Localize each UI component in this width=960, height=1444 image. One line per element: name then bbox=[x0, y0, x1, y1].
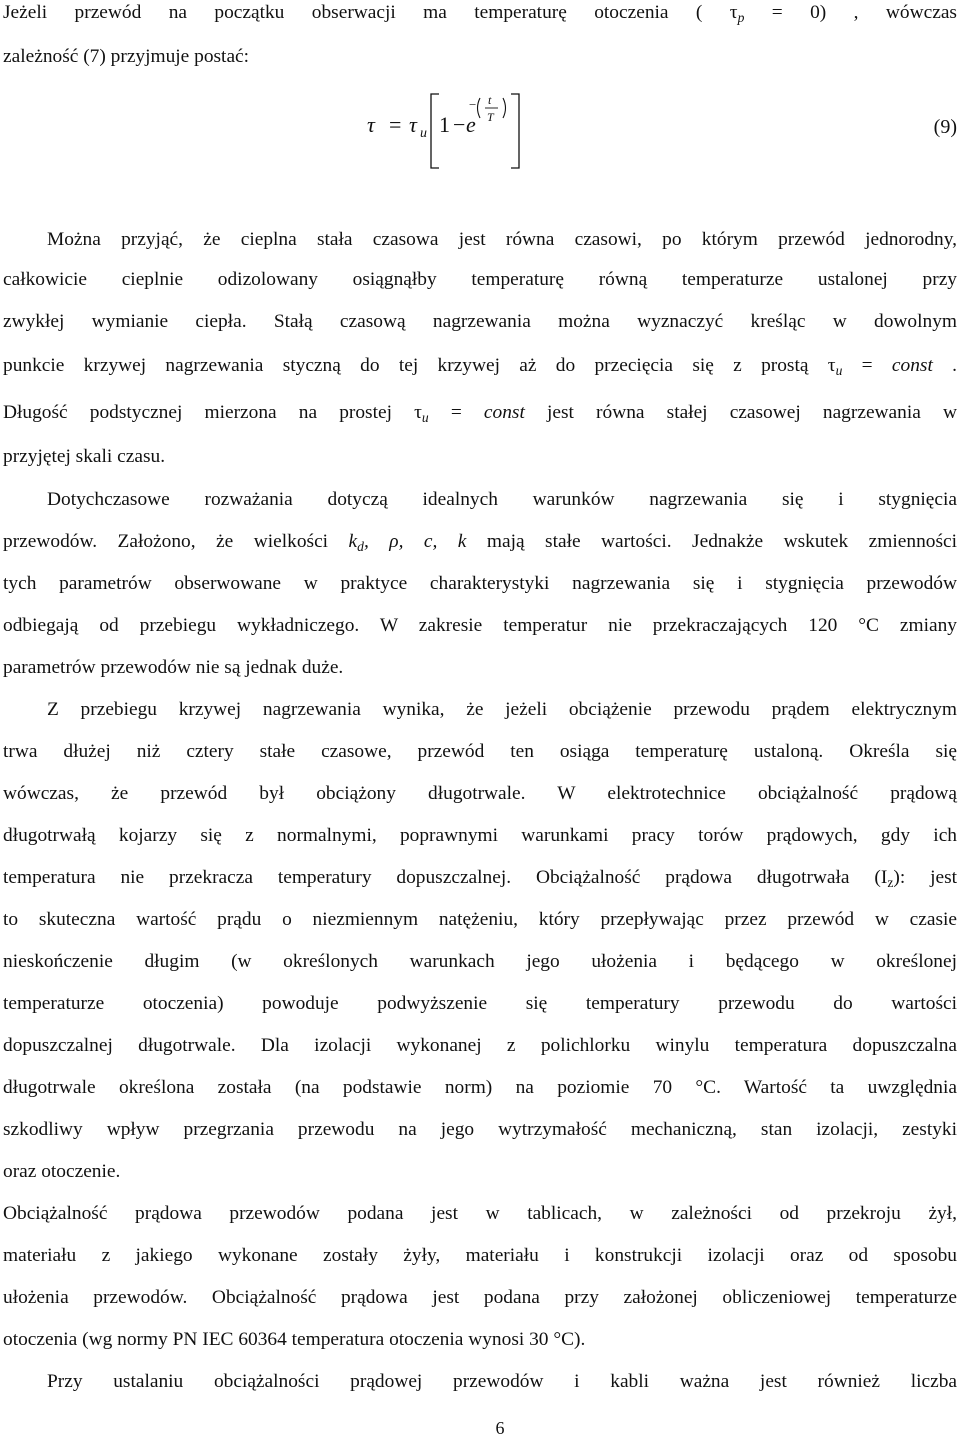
paragraph-2-line-4: punkcie krzywej nagrzewania styczną do tej krzywej aż do przecięcia się z prostą $\tau_u$ = const . bbox=[3, 355, 958, 378]
paragraph-5-line-3: ułożenia przewodów. Obciążalność prądowa jest podana przy założonej obliczeniowej temperaturze bbox=[3, 1287, 957, 1308]
paragraph-3-line-2: przewodów. Założono, że wielkości $k_d$, ρ, c, k mają stałe wartości. Jednakże wskutek zmienności bbox=[3, 531, 957, 554]
paragraph-4-line-4: długotrwałą kojarzy się z normalnymi, poprawnymi warunkami pracy torów prądowych, gdy ich bbox=[3, 825, 957, 846]
eq-rhs-tau: τ bbox=[409, 112, 417, 137]
paragraph-4-line-12: oraz otoczenie. bbox=[3, 1161, 121, 1182]
paragraph-4-line-10: długotrwale określona została (na podstawie norm) na poziomie 70 °C. Wartość ta uwzględnia bbox=[3, 1077, 957, 1098]
paragraph-4-line-8: temperaturze otoczenia) powoduje podwyższenie się temperatury przewodu do wartości bbox=[3, 993, 957, 1014]
paragraph-4-line-5: temperatura nie przekracza temperatury dopuszczalnej. Obciążalność prądowa długotrwała $(I_z)$: jest bbox=[3, 867, 958, 890]
eq-lhs-tau: τ bbox=[367, 112, 375, 137]
paragraph-3-line-4: odbiegają od przebiegu wykładniczego. W zakresie temperatur nie przekraczających 120 °C zmiany bbox=[3, 615, 957, 636]
eq-equals: = bbox=[389, 112, 402, 137]
eq-rhs-sub-u: u bbox=[420, 126, 427, 141]
paragraph-2-line-6: przyjętej skali czasu. bbox=[3, 446, 166, 467]
paragraph-3-line-1: Dotychczasowe rozważania dotyczą idealnych warunków nagrzewania się i stygnięcia bbox=[47, 489, 957, 510]
paragraph-4-line-11: szkodliwy wpływ przegrzania przewodu na jego wytrzymałość mechaniczną, stan izolacji, zestyki bbox=[3, 1119, 957, 1140]
eq-base-e: e bbox=[466, 112, 476, 137]
paragraph-4-line-2: trwa dłużej niż cztery stałe czasowe, przewód ten osiąga temperaturę ustaloną. Określa się bbox=[3, 741, 957, 762]
eq-exp-minus: − bbox=[469, 97, 477, 112]
paragraph-1-line-1: Jeżeli przewód na początku obserwacji ma temperaturę otoczenia ( $\tau_p = 0$) , wówczas bbox=[3, 2, 957, 25]
equation-number: (9) bbox=[933, 116, 957, 138]
paragraph-5-line-2: materiału z jakiego wykonane zostały żyły, materiału i konstrukcji izolacji oraz od sposobu bbox=[3, 1245, 957, 1266]
paragraph-4-line-1: Z przebiegu krzywej nagrzewania wynika, że jeżeli obciążenie przewodu prądem elektrycznym bbox=[47, 699, 957, 720]
paragraph-2-line-1: Można przyjąć, że cieplna stała czasowa jest równa czasowi, po którym przewód jednorodny, bbox=[47, 229, 957, 250]
paragraph-2-line-3: zwykłej wymianie ciepła. Stałą czasową nagrzewania można wyznaczyć kreśląc w dowolnym bbox=[3, 311, 957, 332]
paragraph-5-line-4: otoczenia (wg normy PN IEC 60364 temperatura otoczenia wynosi 30 °C). bbox=[3, 1329, 586, 1350]
paragraph-2-line-5: Długość podstycznej mierzona na prostej $\tau_u$ = const jest równa stałej czasowej nagrzewania w bbox=[3, 402, 957, 425]
inline-math-tau-u-const: $\tau_u$ = const . bbox=[827, 355, 958, 378]
paragraph-4-line-7: nieskończenie długim (w określonych warunkach jego ułożenia i będącego w określonej bbox=[3, 951, 957, 972]
paragraph-5-line-1: Obciążalność prądowa przewodów podana jest w tablicach, w zależności od przekroju żył, bbox=[3, 1203, 957, 1224]
paragraph-1-line-2: zależność (7) przyjmuje postać: bbox=[3, 46, 250, 67]
eq-minus: − bbox=[453, 112, 466, 137]
paragraph-3-line-3: tych parametrów obserwowane w praktyce charakterystyki nagrzewania się i stygnięcia przewodów bbox=[3, 573, 957, 594]
paragraph-4-line-6: to skuteczna wartość prądu o niezmiennym natężeniu, który przepływając przez przewód w czasie bbox=[3, 909, 957, 930]
paragraph-3-line-5: parametrów przewodów nie są jednak duże. bbox=[3, 657, 344, 678]
paragraph-2-line-2: całkowicie cieplnie odizolowany osiągnąłby temperaturę równą temperaturze ustalonej przy bbox=[3, 269, 957, 290]
inline-math-tau-p: ( $\tau_p = 0$) , bbox=[695, 2, 859, 25]
eq-one: 1 bbox=[439, 112, 450, 137]
paragraph-6-line-1: Przy ustalaniu obciążalności prądowej przewodów i kabli ważna jest również liczba bbox=[47, 1371, 957, 1392]
paragraph-4-line-3: wówczas, że przewód był obciążony długotrwale. W elektrotechnice obciążalność prądową bbox=[3, 783, 957, 804]
paragraph-4-line-9: dopuszczalnej długotrwale. Dla izolacji wykonanej z polichlorku winylu temperatura dopuszczalna bbox=[3, 1035, 957, 1056]
eq-exp-numerator: t bbox=[488, 93, 492, 107]
eq-exp-denominator: T bbox=[487, 110, 494, 124]
inline-math-tau-u-const: $\tau_u$ = const bbox=[414, 402, 525, 425]
page-number: 6 bbox=[495, 1418, 505, 1438]
